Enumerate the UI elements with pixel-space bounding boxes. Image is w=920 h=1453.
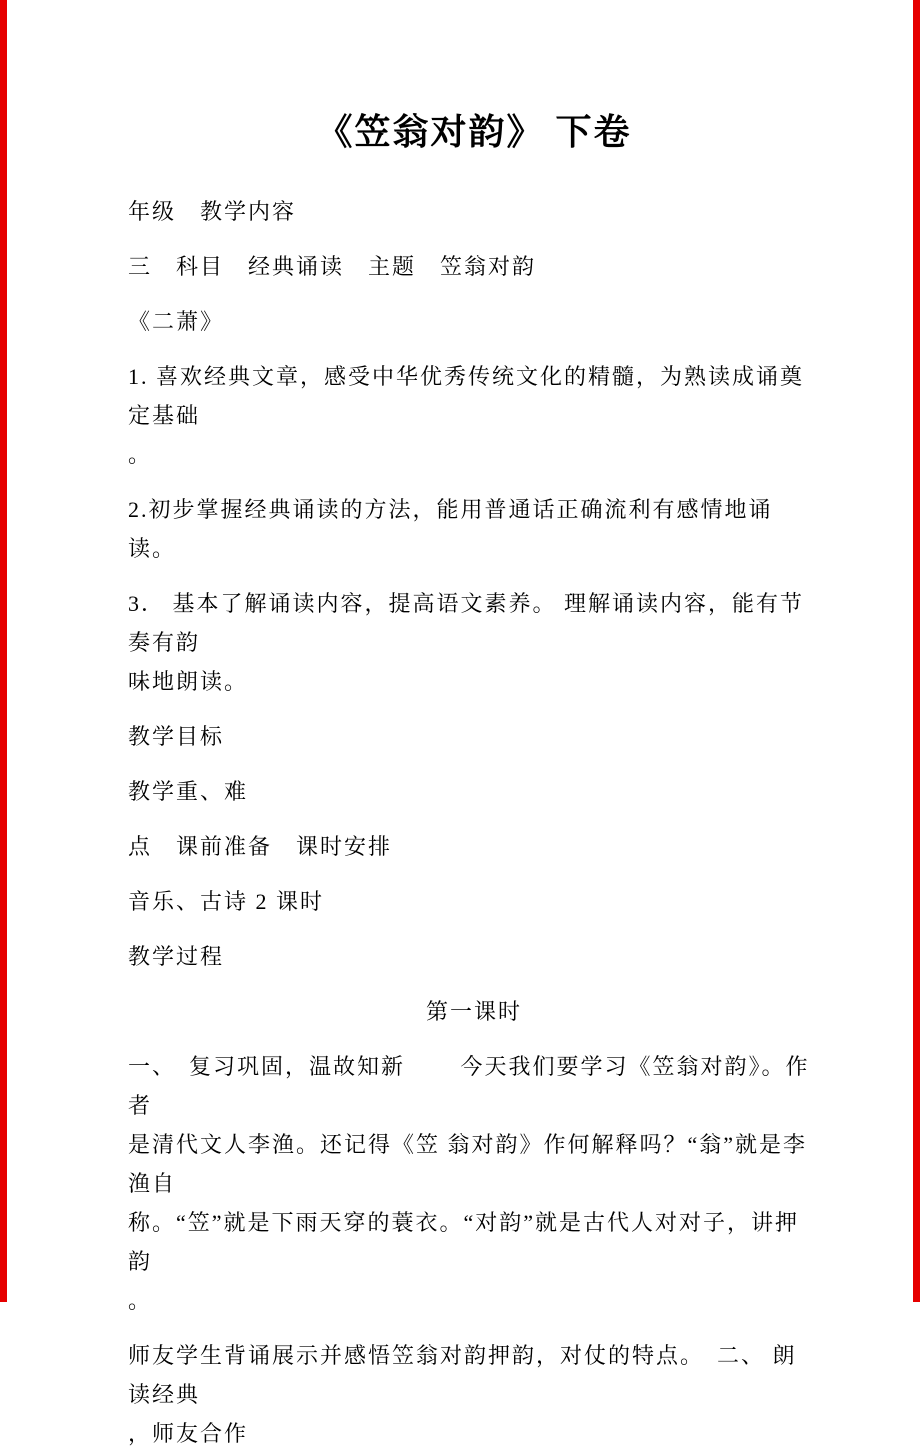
text-line: ，师友合作 <box>128 1421 249 1446</box>
text-line: 教学重、难 <box>128 779 249 804</box>
text-line: 1. 喜欢经典文章，感受中华优秀传统文化的精髓，为熟读成诵奠定基础 <box>128 364 805 428</box>
text-line: 称。“笠”就是下雨天穿的蓑衣。“对韵”就是古代人对对子，讲押韵 <box>128 1210 800 1274</box>
text-line: 三 科目 经典诵读 主题 笠翁对韵 <box>128 254 537 279</box>
paragraph <box>128 1336 820 1453</box>
text-line: 年级 教学内容 <box>128 199 297 224</box>
document-body <box>128 192 820 1453</box>
text-line: 味地朗读。 <box>128 669 249 694</box>
paragraph <box>128 357 820 474</box>
text-line: 是清代文人李渔。还记得《笠 翁对韵》作何解释吗？“翁”就是李渔自 <box>128 1132 808 1196</box>
text-line: 教学过程 <box>128 944 225 969</box>
text-line: 。 <box>128 442 153 467</box>
text-line: 音乐、古诗 2 课时 <box>128 889 325 914</box>
document-content <box>128 0 820 1446</box>
paragraph <box>128 1047 820 1320</box>
text-line: 教学目标 <box>128 724 225 749</box>
paragraph <box>128 992 820 1031</box>
text-line: 第一课时 <box>425 999 522 1024</box>
paragraph <box>128 192 820 231</box>
text-line: 一、 复习巩固，温故知新 今天我们要学习《笠翁对韵》。作者 <box>128 1054 810 1118</box>
paragraph <box>128 584 820 701</box>
paragraph <box>128 247 820 286</box>
text-line: 《二萧》 <box>128 309 225 334</box>
paragraph <box>128 827 820 866</box>
text-line: 师友学生背诵展示并感悟笠翁对韵押韵，对仗的特点。 二、 朗读经典 <box>128 1343 797 1407</box>
paragraph <box>128 717 820 756</box>
page-edge-marker-right <box>913 0 920 1302</box>
document-title: 《笠翁对韵》 下卷 <box>316 112 632 152</box>
text-line: 3． 基本了解诵读内容，提高语文素养。 理解诵读内容，能有节奏有韵 <box>128 591 805 655</box>
paragraph <box>128 937 820 976</box>
page-edge-marker-left <box>0 0 7 1302</box>
paragraph <box>128 772 820 811</box>
paragraph <box>128 882 820 921</box>
text-line: 点 课前准备 课时安排 <box>128 834 393 859</box>
paragraph <box>128 302 820 341</box>
paragraph <box>128 490 820 568</box>
text-line: 。 <box>128 1288 153 1313</box>
text-line: 2.初步掌握经典诵读的方法，能用普通话正确流利有感情地诵读。 <box>128 497 773 561</box>
